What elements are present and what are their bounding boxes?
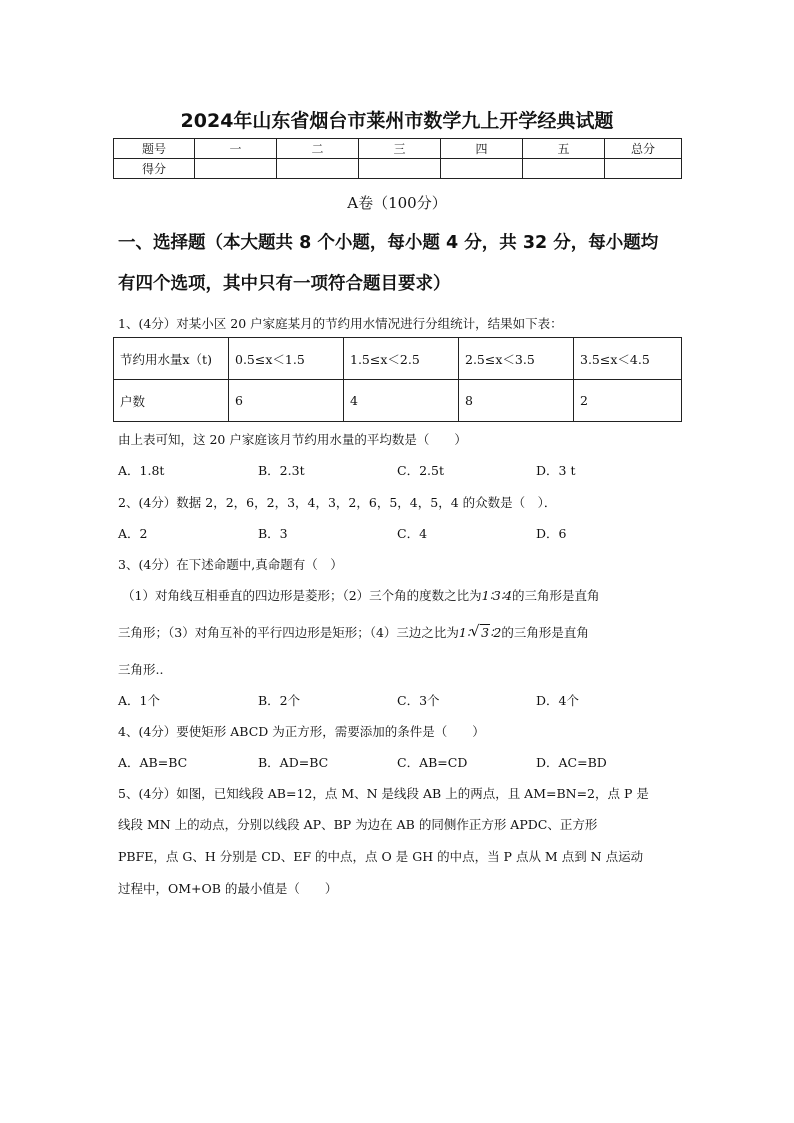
score-cell: 二 bbox=[277, 139, 359, 159]
score-cell: 五 bbox=[523, 139, 605, 159]
score-blank-cell bbox=[523, 159, 605, 179]
water-table-cell: 8 bbox=[459, 380, 574, 422]
water-table-cell: 6 bbox=[229, 380, 344, 422]
part1-heading-line1: 一、选择题（本大题共 8 个小题，每小题 4 分，共 32 分，每小题均 bbox=[118, 233, 659, 253]
q1-option-a[interactable]: A．1.8t bbox=[118, 463, 165, 478]
score-cell: 总分 bbox=[605, 139, 682, 159]
q3-option-d[interactable]: D．4个 bbox=[536, 693, 579, 708]
score-blank-cell bbox=[441, 159, 523, 179]
q4-option-d[interactable]: D．AC=BD bbox=[536, 755, 607, 770]
q3-side-ratio-pre: 1∶ bbox=[458, 625, 471, 640]
q1-option-b[interactable]: B．2.3t bbox=[258, 463, 305, 478]
q3-stem: 3、(4分）在下述命题中,真命题有（ ） bbox=[118, 557, 343, 572]
water-saving-table bbox=[113, 337, 682, 422]
sqrt-radicand: 3 bbox=[481, 625, 490, 640]
score-table-score-row bbox=[114, 159, 682, 179]
q3-angle-ratio: 1∶3∶4 bbox=[481, 588, 513, 603]
q3-line2-text-a: 三角形；（3）对角互补的平行四边形是矩形；（4）三边之比为 bbox=[118, 625, 459, 640]
score-blank-cell bbox=[195, 159, 277, 179]
water-table-cell: 节约用水量x（t) bbox=[114, 338, 229, 380]
q5-line2: 线段 MN 上的动点，分别以线段 AP、BP 为边在 AB 的同侧作正方形 APDC、正方形 bbox=[118, 817, 598, 832]
score-cell: 三 bbox=[359, 139, 441, 159]
section-a-heading: A卷（100分） bbox=[347, 194, 447, 212]
q3-statement-line1 bbox=[122, 586, 600, 604]
score-table-header-row bbox=[114, 139, 682, 159]
q3-line2-text-b: 的三角形是直角 bbox=[501, 625, 589, 640]
q3-statement-line3: 三角形.. bbox=[118, 662, 164, 677]
q1-option-d[interactable]: D．3 t bbox=[536, 463, 576, 478]
q5-line3: PBFE，点 G、H 分别是 CD、EF 的中点，点 O 是 GH 的中点，当 P 点从 M 点到 N 点运动 bbox=[118, 849, 644, 864]
score-cell: 题号 bbox=[114, 139, 195, 159]
q4-stem: 4、(4分）要使矩形 ABCD 为正方形，需要添加的条件是（ ） bbox=[118, 724, 485, 739]
part1-heading-line2: 有四个选项，其中只有一项符合题目要求） bbox=[118, 274, 451, 294]
q4-option-b[interactable]: B．AD=BC bbox=[258, 755, 329, 770]
q3-option-c[interactable]: C．3个 bbox=[397, 693, 440, 708]
score-cell: 四 bbox=[441, 139, 523, 159]
q3-line1-text-b: 的三角形是直角 bbox=[512, 588, 600, 603]
water-table-cell: 1.5≤x＜2.5 bbox=[344, 338, 459, 380]
water-table-cell: 2 bbox=[574, 380, 682, 422]
water-table-cell: 户数 bbox=[114, 380, 229, 422]
q1-option-c[interactable]: C．2.5t bbox=[397, 463, 444, 478]
score-table bbox=[113, 138, 682, 179]
score-blank-cell bbox=[277, 159, 359, 179]
q5-line4: 过程中，OM+OB 的最小值是（ ） bbox=[118, 881, 338, 896]
score-blank-cell bbox=[359, 159, 441, 179]
page-title: 2024年山东省烟台市莱州市数学九上开学经典试题 bbox=[180, 110, 614, 132]
q5-line1: 5、(4分）如图，已知线段 AB=12，点 M、N 是线段 AB 上的两点，且 AM=BN=2，点 P 是 bbox=[118, 786, 649, 801]
q1-question: 由上表可知，这 20 户家庭该月节约用水量的平均数是（ ） bbox=[118, 432, 467, 447]
water-table-count-row bbox=[114, 380, 682, 422]
water-table-cell: 2.5≤x＜3.5 bbox=[459, 338, 574, 380]
score-row-label: 得分 bbox=[114, 159, 195, 179]
score-cell: 一 bbox=[195, 139, 277, 159]
q3-side-ratio-post: ∶2 bbox=[490, 625, 502, 640]
score-blank-cell bbox=[605, 159, 682, 179]
water-table-header-row bbox=[114, 338, 682, 380]
water-table-cell: 0.5≤x＜1.5 bbox=[229, 338, 344, 380]
q2-stem: 2、(4分）数据 2，2，6，2，3，4，3，2，6，5，4，5，4 的众数是（ ）． bbox=[118, 495, 557, 510]
q2-option-d[interactable]: D．6 bbox=[536, 526, 567, 541]
q3-option-b[interactable]: B．2个 bbox=[258, 693, 301, 708]
q4-option-c[interactable]: C．AB=CD bbox=[397, 755, 468, 770]
q2-option-a[interactable]: A．2 bbox=[118, 526, 148, 541]
q1-stem: 1、(4分）对某小区 20 户家庭某月的节约用水情况进行分组统计，结果如下表： bbox=[118, 316, 563, 331]
q3-line1-text-a: （1）对角线互相垂直的四边形是菱形；（2）三个角的度数之比为 bbox=[122, 588, 482, 603]
q4-option-a[interactable]: A．AB=BC bbox=[118, 755, 188, 770]
q3-option-a[interactable]: A．1个 bbox=[118, 693, 160, 708]
q3-statement-line2 bbox=[118, 623, 589, 641]
q2-option-c[interactable]: C．4 bbox=[397, 526, 428, 541]
q2-option-b[interactable]: B．3 bbox=[258, 526, 288, 541]
sqrt-symbol: √ 3 bbox=[470, 622, 490, 640]
water-table-cell: 4 bbox=[344, 380, 459, 422]
water-table-cell: 3.5≤x＜4.5 bbox=[574, 338, 682, 380]
